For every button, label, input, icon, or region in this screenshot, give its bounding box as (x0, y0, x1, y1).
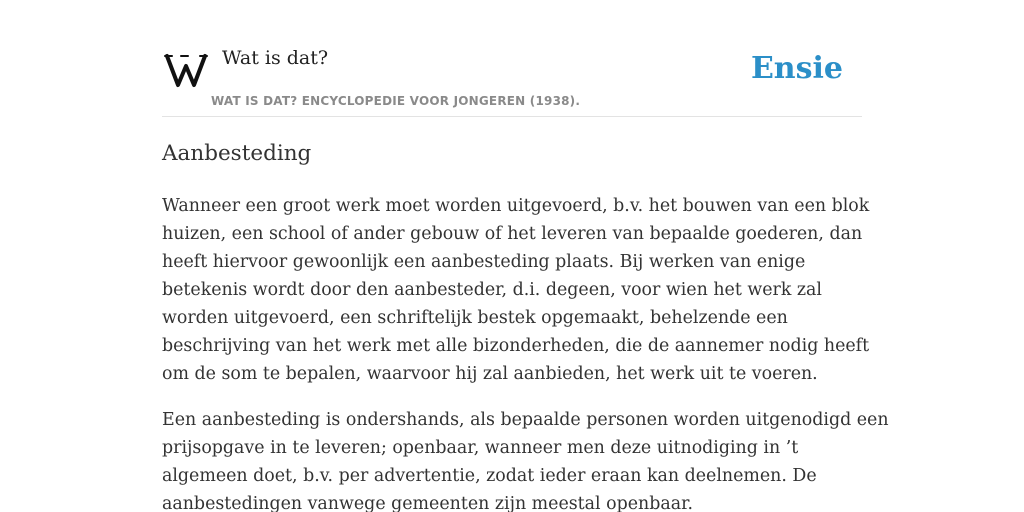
header (162, 0, 862, 117)
text-line: worden uitgevoerd, een schriftelijk bestek opgemaakt, behelzende een (162, 308, 788, 328)
paragraph (162, 406, 889, 512)
text-line: algemeen doet, b.v. per advertentie, zodat ieder eraan kan deelnemen. De (162, 466, 817, 486)
text-line: aanbestedingen vanwege gemeenten zijn meestal openbaar. (162, 494, 694, 512)
paragraph (162, 192, 868, 388)
entry-body (162, 192, 889, 512)
text-line: heeft hiervoor gewoonlijk een aanbesteding plaats. Bij werken van enige (162, 252, 806, 272)
entry-title: Aanbesteding (162, 141, 312, 166)
text-line: Wanneer een groot werk moet worden uitgevoerd, b.v. het bouwen van een blok (162, 196, 870, 216)
text-line: Een aanbesteding is ondershands, als bepaalde personen worden uitgenodigd een (162, 410, 889, 430)
source-title[interactable]: Wat is dat? (222, 47, 329, 69)
text-line: beschrijving van het werk met alle bizonderheden, die de aannemer nodig heeft (162, 336, 870, 356)
brand-logo-link[interactable]: Ensie (750, 51, 843, 86)
source-subtitle[interactable]: WAT IS DAT? ENCYCLOPEDIE VOOR JONGEREN (1938). (211, 94, 581, 108)
text-line: om de som te bepalen, waarvoor hij zal aanbieden, het werk uit te voeren. (162, 364, 818, 384)
text-line: huizen, een school of ander gebouw of het leveren van bepaalde goederen, dan (162, 224, 863, 244)
text-line: betekenis wordt door den aanbesteder, d.i. degeen, voor wien het werk zal (162, 280, 822, 300)
wikipedia-w-icon[interactable] (164, 50, 208, 90)
text-line: prijsopgave in te leveren; openbaar, wanneer men deze uitnodiging in ’t (162, 438, 799, 458)
